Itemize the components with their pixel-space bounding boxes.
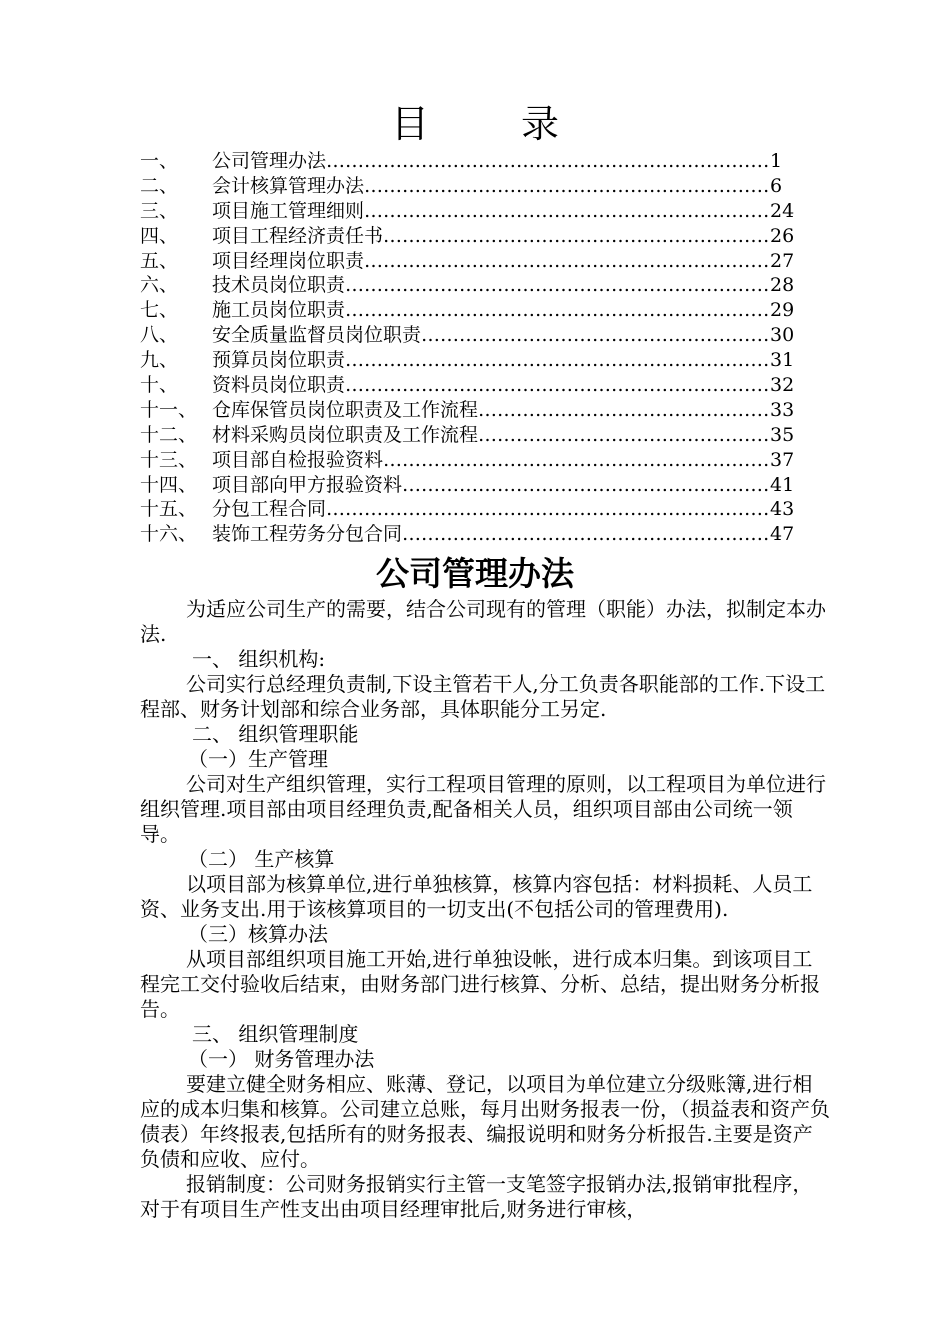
toc-entry-page: 31	[770, 349, 795, 372]
toc-leader-dots	[383, 448, 770, 473]
toc-entry-title: 仓库保管员岗位职责及工作流程	[212, 398, 479, 421]
toc-entry-title: 项目施工管理细则	[212, 199, 365, 222]
toc-entry-page: 37	[770, 448, 795, 471]
toc-entry-number: 六、	[140, 274, 179, 297]
paragraph: 公司实行总经理负责制,下设主管若干人,分工负责各职能部的工作.下设工程部、财务计划部和综合业务部，具体职能分工另定.	[140, 672, 826, 721]
toc-entry-number: 十三、	[140, 448, 198, 471]
toc-title: 目 录	[390, 102, 600, 146]
toc-entry-title: 项目工程经济责任书	[212, 224, 384, 247]
toc-entry-title: 项目经理岗位职责	[212, 249, 365, 272]
toc-entry-page: 30	[770, 324, 795, 347]
toc-entry[interactable]	[140, 273, 800, 298]
toc-entry-page: 32	[770, 374, 795, 397]
toc-entry[interactable]	[140, 298, 800, 323]
toc-entry-page: 35	[770, 423, 795, 446]
paragraph: 公司对生产组织管理，实行工程项目管理的原则，以工程项目为单位进行组织管理.项目部由项目经理负责,配备相关人员，组织项目部由公司统一领导。	[140, 772, 826, 846]
toc-leader-dots	[345, 373, 770, 398]
heading-level-2: （二） 生产核算	[188, 847, 335, 871]
toc-entry-title: 技术员岗位职责	[212, 274, 346, 297]
toc-leader-dots	[383, 224, 770, 249]
toc-entry-number: 五、	[140, 249, 179, 272]
toc-entry-title: 项目部自检报验资料	[212, 448, 384, 471]
toc-entry-page: 41	[770, 473, 795, 496]
toc-entry[interactable]	[140, 423, 800, 448]
toc-entry-number: 十二、	[140, 423, 198, 446]
toc-entry-number: 一、	[140, 150, 179, 172]
toc-entry-page: 47	[770, 523, 795, 546]
toc-entry[interactable]	[140, 323, 800, 348]
toc-entry[interactable]	[140, 348, 800, 373]
toc-entry[interactable]	[140, 398, 800, 423]
toc-entry-page: 27	[770, 249, 795, 272]
toc-entry[interactable]	[140, 199, 800, 224]
paragraph: 要建立健全财务相应、账薄、登记，以项目为单位建立分级账簿,进行相应的成本归集和核算。公司建立总账，每月出财务报表一份，（损益表和资产负债表）年终报表,包括所有的财务报表、编报说明和财务分析报告.主要是资产负债和应收、应付。	[140, 1072, 830, 1171]
toc-entry-number: 二、	[140, 174, 179, 197]
toc-entry-number: 十一、	[140, 398, 198, 421]
toc-entry-page: 6	[770, 174, 783, 197]
toc-entry[interactable]	[140, 249, 800, 274]
toc-leader-dots	[345, 348, 770, 373]
toc-leader-dots	[402, 473, 770, 498]
toc-leader-dots	[364, 249, 770, 274]
toc-entry-number: 十五、	[140, 498, 198, 521]
toc-entry[interactable]	[140, 373, 800, 398]
toc-leader-dots	[345, 273, 770, 298]
paragraph: 从项目部组织项目施工开始,进行单独设帐，进行成本归集。到该项目工程完工交付验收后结束，由财务部门进行核算、分析、总结，提出财务分析报告。	[140, 947, 820, 1021]
toc-entry-number: 十、	[140, 374, 179, 397]
toc-leader-dots	[478, 398, 770, 423]
toc-entry-page: 1	[770, 150, 783, 172]
toc-entry-title: 材料采购员岗位职责及工作流程	[212, 423, 479, 446]
heading-level-2: （一）生产管理	[188, 747, 328, 771]
toc-leader-dots	[364, 199, 770, 224]
toc-entry-page: 33	[770, 398, 795, 421]
toc-entry-page: 29	[770, 299, 795, 322]
toc-entry-number: 九、	[140, 349, 179, 372]
toc-entry[interactable]	[140, 497, 800, 522]
toc-entry-number: 四、	[140, 224, 179, 247]
toc-entry-page: 43	[770, 498, 795, 521]
toc-leader-dots	[326, 149, 770, 174]
paragraph: 报销制度：公司财务报销实行主管一支笔签字报销办法,报销审批程序，对于有项目生产性支出由项目经理审批后,财务进行审核，	[140, 1172, 813, 1221]
toc-entry-page: 24	[770, 199, 795, 222]
toc-entry-page: 28	[770, 274, 795, 297]
paragraph: 为适应公司生产的需要，结合公司现有的管理（职能）办法，拟制定本办法.	[140, 597, 826, 646]
section-body	[140, 597, 830, 1222]
toc-entry-page: 26	[770, 224, 795, 247]
toc-entry[interactable]	[140, 473, 800, 498]
toc-entry[interactable]	[140, 149, 800, 174]
toc-entry-title: 资料员岗位职责	[212, 374, 346, 397]
heading-level-1: 三、 组织管理制度	[192, 1022, 359, 1046]
toc-entry-number: 七、	[140, 299, 179, 322]
toc-entry-title: 预算员岗位职责	[212, 349, 346, 372]
toc-entry[interactable]	[140, 448, 800, 473]
toc-entry[interactable]	[140, 174, 800, 199]
heading-level-1: 二、 组织管理职能	[192, 722, 359, 746]
table-of-contents	[140, 149, 800, 547]
toc-entry-title: 项目部向甲方报验资料	[212, 473, 403, 496]
section-title: 公司管理办法	[376, 554, 574, 593]
paragraph: 以项目部为核算单位,进行单独核算，核算内容包括：材料损耗、人员工资、业务支出.用于该核算项目的一切支出(不包括公司的管理费用).	[140, 872, 813, 921]
heading-level-2: （一） 财务管理办法	[188, 1047, 375, 1071]
toc-leader-dots	[421, 323, 770, 348]
toc-leader-dots	[402, 522, 770, 547]
toc-leader-dots	[345, 298, 770, 323]
toc-leader-dots	[478, 423, 770, 448]
toc-entry-number: 三、	[140, 199, 179, 222]
toc-entry-title: 安全质量监督员岗位职责	[212, 324, 422, 347]
toc-leader-dots	[326, 497, 770, 522]
toc-entry-number: 十四、	[140, 473, 198, 496]
toc-entry-number: 八、	[140, 324, 179, 347]
toc-leader-dots	[364, 174, 770, 199]
toc-entry-title: 分包工程合同	[212, 498, 327, 521]
toc-entry-title: 会计核算管理办法	[212, 174, 365, 197]
toc-entry-title: 装饰工程劳务分包合同	[212, 523, 403, 546]
toc-entry-number: 十六、	[140, 523, 198, 546]
toc-entry[interactable]	[140, 522, 800, 547]
heading-level-2: （三）核算办法	[188, 922, 328, 946]
toc-entry-title: 公司管理办法	[212, 150, 327, 172]
toc-entry[interactable]	[140, 224, 800, 249]
toc-entry-title: 施工员岗位职责	[212, 299, 346, 322]
heading-level-1: 一、 组织机构:	[192, 647, 326, 671]
